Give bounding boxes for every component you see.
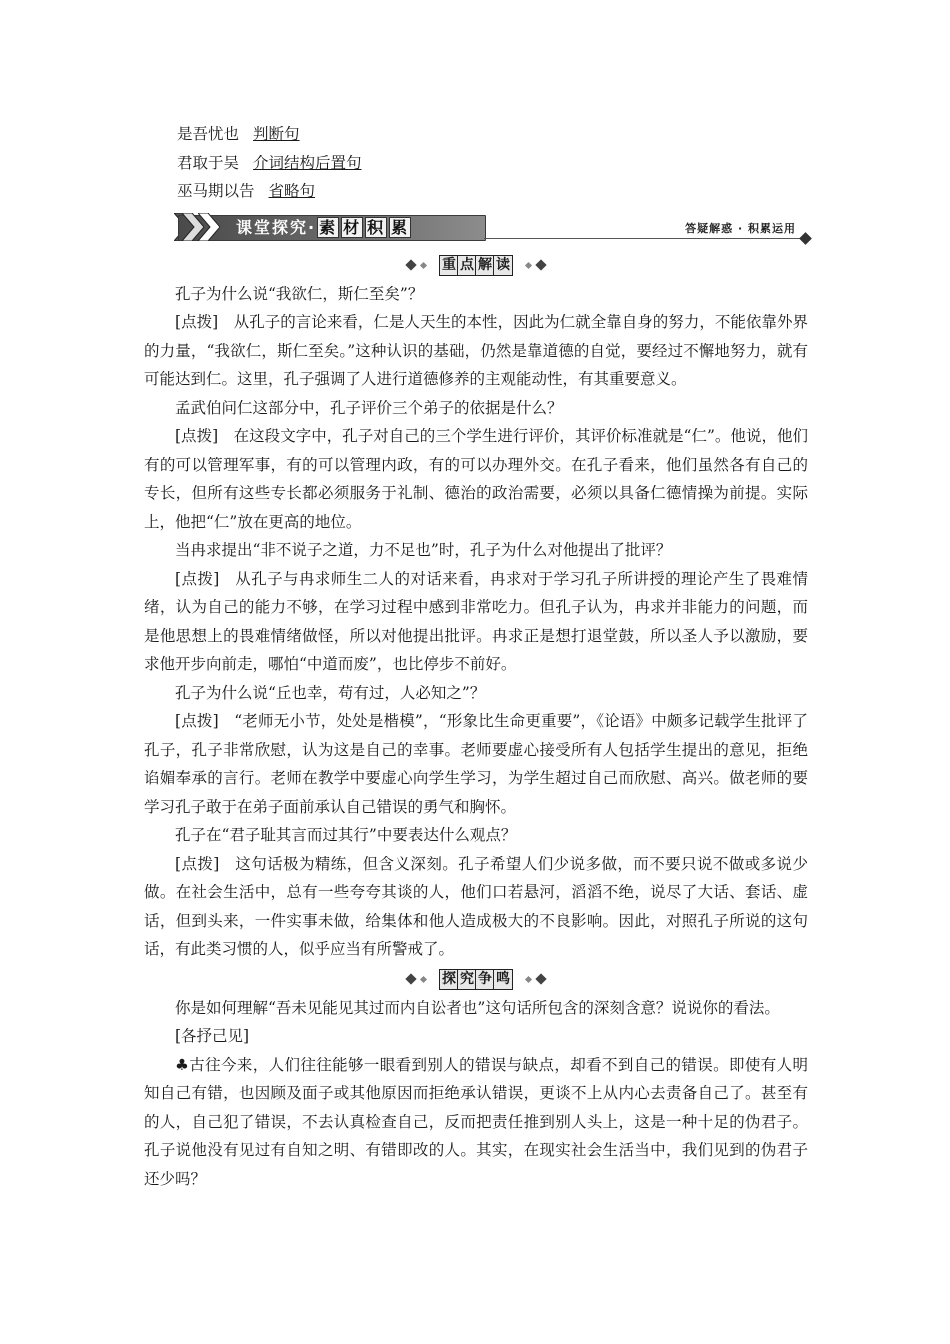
- answer-text: 从孔子的言论来看，仁是人天生的本性，因此为仁就全靠自身的努力，不能依靠外界的力量，“我欲仁，斯仁至矣。”这种认识的基础，仍然是靠道德的自觉，要经过不懈地努力，就有可能达到仁。这里，孔子强调了人进行道德修养的主观能动性，有其重要意义。: [144, 313, 808, 388]
- discussion-answer: [144, 1051, 808, 1194]
- grammar-line: [177, 177, 808, 206]
- section-header-key-reading: [144, 250, 808, 280]
- hint-tag: [点拨]: [175, 854, 220, 873]
- question: 当冉求提出“非不说子之道，力不足也”时，孔子为什么对他提出了批评？: [175, 541, 672, 559]
- label-char: 探: [439, 969, 459, 990]
- section-label: [440, 250, 512, 280]
- grammar-sentence: 君取于吴: [177, 153, 240, 172]
- diamond-icon: [405, 259, 416, 270]
- hint-tag: [点拨]: [175, 712, 219, 730]
- qa-list: [144, 280, 808, 964]
- label-char: 点: [457, 255, 477, 276]
- diamond-icon: [420, 261, 427, 268]
- hint-tag: [点拨]: [175, 569, 220, 588]
- label-char: 解: [475, 255, 495, 276]
- grammar-type: 省略句: [268, 182, 316, 200]
- grammar-list: [144, 120, 808, 206]
- discussion-question: 你是如何理解“吾未见能见其过而内自讼者也”这句话所包含的深刻含意？说说你的看法。: [175, 998, 780, 1017]
- label-char: 争: [475, 969, 495, 990]
- answer: [144, 850, 808, 964]
- label-char: 究: [457, 969, 477, 990]
- document-page: [144, 120, 808, 1193]
- hint-tag: [点拨]: [175, 313, 219, 331]
- banner-rule: [484, 238, 802, 239]
- section-header-discussion: [144, 964, 808, 994]
- banner-dot: ·: [308, 217, 317, 237]
- grammar-type: 介词结构后置句: [253, 153, 362, 172]
- label-char: 读: [493, 255, 513, 276]
- answer-text: 从孔子与冉求师生二人的对话来看，冉求对于学习孔子所讲授的理论产生了畏难情绪，认为自己的能力不够，在学习过程中感到非常吃力。但孔子认为，冉求并非能力的问题，而是他思想上的畏难情绪做怪，所以对他提出批评。冉求正是想打退堂鼓，所以圣人予以激励，要求他开步向前走，哪怕“中道而废”，也比停步不前好。: [144, 569, 808, 673]
- grammar-sentence: 巫马期以告: [177, 182, 255, 200]
- diamond-icon: [405, 973, 416, 984]
- question: 孟武伯问仁这部分中，孔子评价三个弟子的依据是什么？: [175, 398, 563, 417]
- grammar-line: [177, 120, 808, 149]
- answer-text: 古往今来，人们往往能够一眼看到别人的错误与缺点，却看不到自己的错误。即使有人明知自己有错，也因顾及面子或其他原因而拒绝承认错误，更谈不上从内心去责备自己了。甚至有的人，自己犯了错误，不去认真检查自己，反而把责任推到别人头上，这是一种十足的伪君子。孔子说他没有见过有自知之明、有错即改的人。其实，在现实社会生活当中，我们见到的伪君子还少吗？: [144, 1055, 808, 1188]
- diamond-icon: [525, 975, 532, 982]
- answer: [144, 565, 808, 679]
- banner-title: [236, 216, 412, 240]
- question: 孔子在“君子耻其言而过其行”中要表达什么观点？: [175, 826, 517, 844]
- section-label: [440, 964, 512, 994]
- banner-char: 积: [367, 217, 386, 237]
- club-icon: ♣: [175, 1055, 190, 1074]
- banner-char: 材: [343, 217, 362, 237]
- hint-tag: [点拨]: [175, 427, 219, 445]
- answer-text: 在这段文字中，孔子对自己的三个学生进行评价，其评价标准就是“仁”。他说，他们有的可以管理军事，有的可以管理内政，有的可以办理外交。在孔子看来，他们虽然各有自己的专长，但所有这些专长都必须服务于礼制、德治的政治需要，必须以具备仁德情操为前提。实际上，他把“仁”放在更高的地位。: [144, 427, 808, 531]
- answer-text: “老师无小节，处处是楷模”，“形象比生命更重要”，《论语》中颇多记载学生批评了孔子，孔子非常欣慰，认为这是自己的幸事。老师要虚心接受所有人包括学生提出的意见，拒绝谄媚奉承的言行。老师在教学中要虚心向学生学习，为学生超过自己而欣慰、高兴。做老师的要学习孔子敢于在弟子面前承认自己错误的勇气和胸怀。: [144, 712, 808, 816]
- banner-title-main: 课堂探究: [236, 217, 309, 237]
- question: 孔子为什么说“丘也幸，苟有过，人必知之”？: [175, 683, 486, 702]
- banner-right-label: 答疑解惑 · 积累运用: [685, 221, 796, 235]
- diamond-icon: [799, 232, 812, 245]
- diamond-icon: [420, 975, 427, 982]
- label-char: 重: [439, 255, 459, 276]
- diamond-icon: [535, 973, 546, 984]
- banner-char: 累: [391, 217, 410, 237]
- answer: [144, 707, 808, 821]
- answer: [144, 308, 808, 394]
- grammar-sentence: 是吾忧也: [177, 125, 240, 143]
- opinion-tag: [各抒己见]: [175, 1027, 250, 1045]
- answer: [144, 422, 808, 536]
- answer-text: 这句话极为精练，但含义深刻。孔子希望人们少说多做，而不要只说不做或多说少做。在社会生活中，总有一些夸夸其谈的人，他们口若悬河，滔滔不绝，说尽了大话、套话、虚话，但到头来，一件实事未做，给集体和他人造成极大的不良影响。因此，对照孔子所说的这句话，有此类习惯的人，似乎应当有所警戒了。: [144, 854, 808, 958]
- diamond-icon: [525, 261, 532, 268]
- grammar-line: [177, 149, 808, 178]
- question: 孔子为什么说“我欲仁，斯仁至矣”？: [175, 284, 424, 303]
- grammar-type: 判断句: [253, 125, 300, 143]
- section-banner: [144, 212, 808, 244]
- chevron-right-icon: [198, 213, 220, 241]
- banner-char: 素: [319, 217, 338, 237]
- diamond-icon: [535, 259, 546, 270]
- label-char: 鸣: [493, 969, 513, 990]
